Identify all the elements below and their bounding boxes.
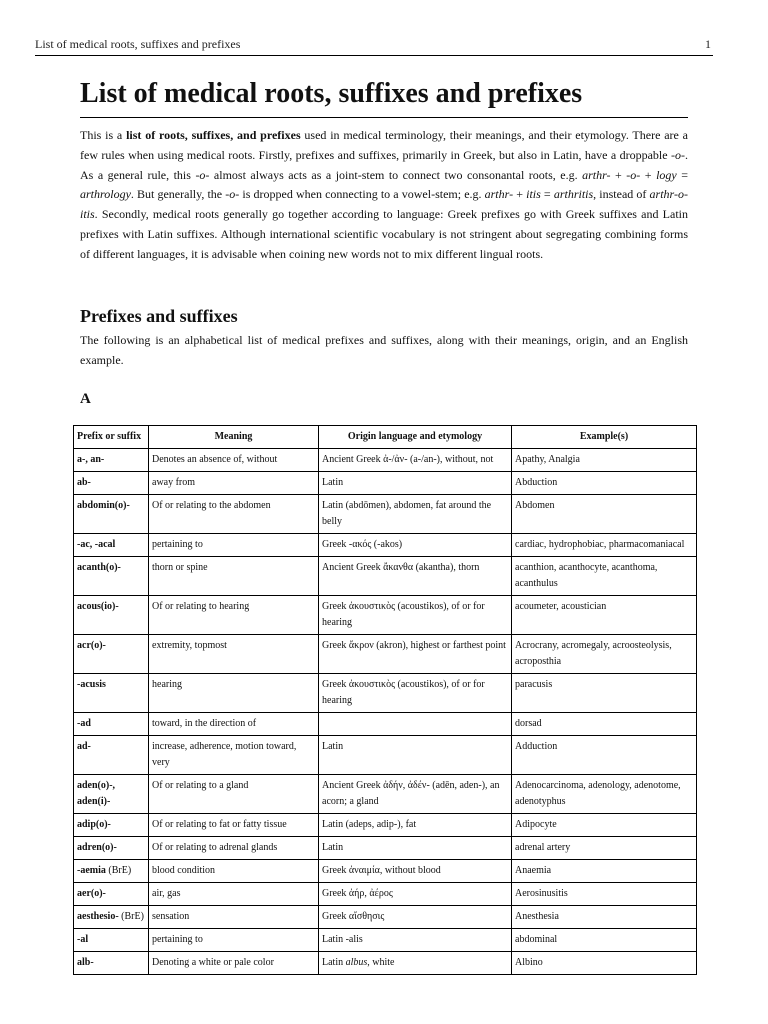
meaning-cell: Of or relating to adrenal glands xyxy=(149,837,319,860)
prefix-cell: a-, an- xyxy=(74,449,149,472)
section-paragraph: The following is an alphabetical list of medical prefixes and suffixes, along with their meanings, origin, and an English example. xyxy=(80,333,688,367)
table-row xyxy=(74,814,697,837)
table-row xyxy=(74,596,697,635)
intro-text-run: . But generally, the xyxy=(130,187,226,202)
example-cell: Anesthesia xyxy=(512,906,697,929)
example-cell: Abduction xyxy=(512,472,697,495)
intro-text-run: arthr-o-itis xyxy=(80,187,688,222)
meaning-cell: pertaining to xyxy=(149,534,319,557)
origin-cell: Ancient Greek ἀ-/ἀν- (a-/an-), without, not xyxy=(319,449,512,472)
prefix-cell: abdomin(o)- xyxy=(74,495,149,534)
prefix-cell: aesthesio- (BrE) xyxy=(74,906,149,929)
prefix-cell: ab- xyxy=(74,472,149,495)
meaning-cell: sensation xyxy=(149,906,319,929)
table-body xyxy=(74,449,697,975)
meaning-cell: Denoting a white or pale color xyxy=(149,952,319,975)
example-cell: Adipocyte xyxy=(512,814,697,837)
column-header-origin: Origin language and etymology xyxy=(319,426,512,449)
letter-heading: A xyxy=(80,391,91,407)
running-header xyxy=(35,37,713,56)
intro-text-run: arthritis xyxy=(553,187,594,202)
intro-text-run: -o- xyxy=(671,147,685,162)
intro-text-run: . As a general rule, this xyxy=(80,147,688,182)
table-row xyxy=(74,713,697,736)
intro-text-run: = xyxy=(540,187,554,202)
origin-cell: Greek ἀκουστικὸς (acoustikos), of or for hearing xyxy=(319,674,512,713)
prefix-note: (BrE) xyxy=(118,911,144,922)
table-row xyxy=(74,449,697,472)
origin-cell: Greek -ακός (-akos) xyxy=(319,534,512,557)
intro-text-run: almost always acts as a joint-stem to connect two consonantal roots, e.g. xyxy=(209,167,583,182)
origin-cell: Latin (abdōmen), abdomen, fat around the belly xyxy=(319,495,512,534)
example-cell: Abdomen xyxy=(512,495,697,534)
prefix-table xyxy=(73,425,697,975)
table-row xyxy=(74,534,697,557)
example-cell: Apathy, Analgia xyxy=(512,449,697,472)
example-cell: Aerosinusitis xyxy=(512,883,697,906)
example-cell: cardiac, hydrophobiac, pharmacomaniacal xyxy=(512,534,697,557)
example-cell: abdominal xyxy=(512,929,697,952)
prefix-cell: acous(io)- xyxy=(74,596,149,635)
table-row xyxy=(74,952,697,975)
meaning-cell: extremity, topmost xyxy=(149,635,319,674)
intro-text-run: itis xyxy=(526,187,541,202)
table-row xyxy=(74,736,697,775)
example-cell: adrenal artery xyxy=(512,837,697,860)
intro-text-run: list of roots, suffixes, and prefixes xyxy=(126,128,301,142)
example-cell: acoumeter, acoustician xyxy=(512,596,697,635)
column-header-meaning: Meaning xyxy=(149,426,319,449)
meaning-cell: increase, adherence, motion toward, very xyxy=(149,736,319,775)
meaning-cell: Denotes an absence of, without xyxy=(149,449,319,472)
origin-cell: Greek ἄκρον (akron), highest or farthest point xyxy=(319,635,512,674)
origin-cell: Greek ἀναιμία, without blood xyxy=(319,860,512,883)
prefix-cell: acanth(o)- xyxy=(74,557,149,596)
intro-text-run: + xyxy=(640,167,657,182)
example-cell: dorsad xyxy=(512,713,697,736)
prefix-cell: -acusis xyxy=(74,674,149,713)
table-row xyxy=(74,635,697,674)
table-row xyxy=(74,929,697,952)
table-row xyxy=(74,860,697,883)
table-header-row xyxy=(74,426,697,449)
prefix-cell: ad- xyxy=(74,736,149,775)
origin-cell: Latin (adeps, adip-), fat xyxy=(319,814,512,837)
meaning-cell: hearing xyxy=(149,674,319,713)
meaning-cell: blood condition xyxy=(149,860,319,883)
prefix-cell: -al xyxy=(74,929,149,952)
example-cell: Adduction xyxy=(512,736,697,775)
table-row xyxy=(74,557,697,596)
meaning-cell: Of or relating to the abdomen xyxy=(149,495,319,534)
intro-text-run: . Secondly, medical roots generally go together according to language: Greek prefixes go with Greek suffixes and Latin prefixes with Latin suffixes. Although international scientific vocabulary is not stringent about segregating combining forms of different languages, it is advisable when coining new words not to mix different lingual roots. xyxy=(80,207,688,261)
section-heading: Prefixes and suffixes xyxy=(80,306,238,326)
intro-text-run: is dropped when connecting to a vowel-stem; e.g. xyxy=(239,187,485,202)
meaning-cell: Of or relating to hearing xyxy=(149,596,319,635)
origin-cell: Greek ἀήρ, ἀέρος xyxy=(319,883,512,906)
prefix-cell: -ac, -acal xyxy=(74,534,149,557)
table-row xyxy=(74,883,697,906)
page-number: 1 xyxy=(705,37,711,51)
example-cell: Acrocrany, acromegaly, acroosteolysis, acroposthia xyxy=(512,635,697,674)
origin-cell: Greek ἀκουστικὸς (acoustikos), of or for hearing xyxy=(319,596,512,635)
intro-text-run: + xyxy=(513,187,527,202)
intro-text-run: -o- xyxy=(225,187,240,202)
prefix-cell: acr(o)- xyxy=(74,635,149,674)
page-title: List of medical roots, suffixes and prefixes xyxy=(80,76,688,118)
running-title: List of medical roots, suffixes and prefixes xyxy=(35,37,241,51)
table-row xyxy=(74,906,697,929)
origin-cell: Latin xyxy=(319,837,512,860)
origin-cell: Greek αἴσθησις xyxy=(319,906,512,929)
table-row xyxy=(74,837,697,860)
meaning-cell: pertaining to xyxy=(149,929,319,952)
meaning-cell: Of or relating to a gland xyxy=(149,775,319,814)
prefix-note: (BrE) xyxy=(105,865,132,876)
intro-text-run: arthr- xyxy=(484,187,514,202)
origin-cell: Latin xyxy=(319,472,512,495)
table-row xyxy=(74,495,697,534)
prefix-cell: -aemia (BrE) xyxy=(74,860,149,883)
example-cell: paracusis xyxy=(512,674,697,713)
intro-text-run: arthrology xyxy=(80,187,131,202)
intro-text-run: used in medical terminology, their meanings, and their etymology. There are a few rules when using medical roots. Firstly, prefixes and suffixes, primarily in Greek, but also in Latin, have a droppable xyxy=(80,128,688,162)
example-cell: Anaemia xyxy=(512,860,697,883)
table-row xyxy=(74,775,697,814)
table-row xyxy=(74,472,697,495)
origin-cell: Ancient Greek ἀδήν, ἀδέν- (adēn, aden-), an acorn; a gland xyxy=(319,775,512,814)
example-cell: acanthion, acanthocyte, acanthoma, acanthulus xyxy=(512,557,697,596)
prefix-cell: aden(o)-, aden(i)- xyxy=(74,775,149,814)
intro-text-run: arthr- xyxy=(582,167,611,182)
intro-text-run: This is a xyxy=(80,128,127,142)
meaning-cell: air, gas xyxy=(149,883,319,906)
origin-cell xyxy=(319,713,512,736)
intro-text-run: -o- xyxy=(195,167,210,182)
meaning-cell: toward, in the direction of xyxy=(149,713,319,736)
column-header-examples: Example(s) xyxy=(512,426,697,449)
prefix-cell: adren(o)- xyxy=(74,837,149,860)
prefix-cell: alb- xyxy=(74,952,149,975)
intro-text-run: + xyxy=(610,167,627,182)
origin-cell: Ancient Greek ἄκανθα (akantha), thorn xyxy=(319,557,512,596)
prefix-cell: aer(o)- xyxy=(74,883,149,906)
prefix-cell: adip(o)- xyxy=(74,814,149,837)
meaning-cell: away from xyxy=(149,472,319,495)
meaning-cell: thorn or spine xyxy=(149,557,319,596)
example-cell: Adenocarcinoma, adenology, adenotome, adenotyphus xyxy=(512,775,697,814)
table-row xyxy=(74,674,697,713)
origin-cell: Latin -alis xyxy=(319,929,512,952)
intro-text-run: , instead of xyxy=(593,187,650,202)
column-header-prefix: Prefix or suffix xyxy=(74,426,149,449)
origin-cell: Latin albus, white xyxy=(319,952,512,975)
example-cell: Albino xyxy=(512,952,697,975)
origin-cell: Latin xyxy=(319,736,512,775)
intro-text-run: = xyxy=(676,167,688,182)
intro-text-run: logy xyxy=(656,167,677,182)
intro-text-run: -o- xyxy=(626,167,641,182)
intro-paragraph xyxy=(80,126,688,265)
prefix-cell: -ad xyxy=(74,713,149,736)
meaning-cell: Of or relating to fat or fatty tissue xyxy=(149,814,319,837)
